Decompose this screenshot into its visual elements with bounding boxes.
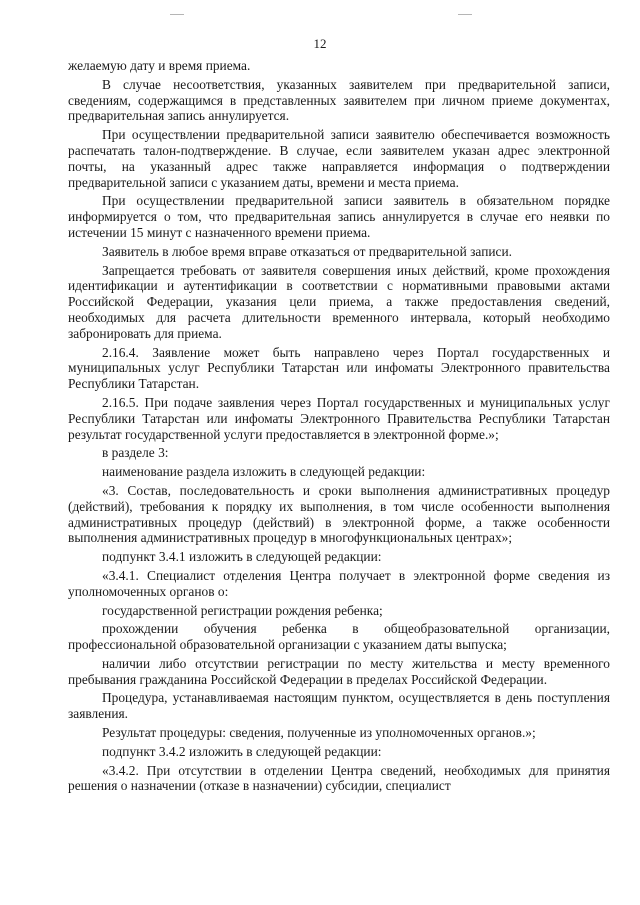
document-body [68,58,610,797]
paragraph: Результат процедуры: сведения, полученные из уполномоченных органов.»; [102,725,536,741]
page-number: 12 [313,36,327,51]
paragraph: подпункт 3.4.2 изложить в следующей редакции: [102,743,382,759]
paragraph: наименование раздела изложить в следующей редакции: [102,464,426,480]
paragraph: Процедура, устанавливаемая настоящим пунктом, осуществляется в день поступления заявления. [68,690,610,722]
scan-mark-top-left [170,14,184,15]
paragraph: «3. Состав, последовательность и сроки выполнения административных процедур (действий), требования к порядку их выполнения, в том числе особенности выполнения административных процедур (действий) в электронной форме, а также особенности выполнения административных процедур в многофункциональных центрах»; [68,482,610,546]
paragraph: При осуществлении предварительной записи заявителю обеспечивается возможность распечатать талон-подтверждение. В случае, если заявителем указан адрес электронной почты, на указанный адрес также направляется информация о подтверждении предварительной записи с указанием даты, времени и места приема. [68,127,610,190]
paragraph: Запрещается требовать от заявителя совершения иных действий, кроме прохождения идентификации и аутентификации в соответствии с нормативными правовыми актами Российской Федерации, указания цели приема, а также предоставления сведений, необходимых для расчета длительности временного интервала, который необходимо забронировать для приема. [68,262,610,341]
paragraph: в разделе 3: [102,445,169,461]
paragraph: желаемую дату и время приема. [68,58,251,73]
paragraph: Заявитель в любое время вправе отказаться от предварительной записи. [102,243,512,259]
paragraph: 2.16.4. Заявление может быть направлено через Портал государственных и муниципальных услуг Республики Татарстан или инфоматы Электронного правительства Республики Татарстан. [68,344,610,392]
paragraph: наличии либо отсутствии регистрации по месту жительства и месту временного пребывания гражданина Российской Федерации в пределах Российской Федерации. [68,655,610,687]
paragraph: подпункт 3.4.1 изложить в следующей редакции: [102,549,382,565]
paragraph: прохождении обучения ребенка в общеобразовательной организации, профессиональной образовательной организации с указанием даты выпуска; [68,621,610,653]
paragraph: В случае несоответствия, указанных заявителем при предварительной записи, сведениям, содержащимся в представленных заявителем при личном приеме документах, предварительная запись аннулируется. [68,76,610,124]
paragraph: При осуществлении предварительной записи заявитель в обязательном порядке информируется о том, что предварительная запись аннулируется в случае его неявки по истечении 15 минут с назначенного времени приема. [68,193,610,240]
paragraph: государственной регистрации рождения ребенка; [102,602,383,618]
paragraph: 2.16.5. При подаче заявления через Портал государственных и муниципальных услуг Республики Татарстан или инфоматы Электронного Правительства Республики Татарстан результат государственной услуги предоставляется в электронной форме.»; [68,394,610,442]
scan-mark-top-right [458,14,472,15]
paragraph: «3.4.1. Специалист отделения Центра получает в электронной форме сведения из уполномоченных органов о: [68,567,610,599]
paragraph: «3.4.2. При отсутствии в отделении Центра сведений, необходимых для принятия решения о назначении (отказе в назначении) субсидии, специалист [68,762,610,794]
